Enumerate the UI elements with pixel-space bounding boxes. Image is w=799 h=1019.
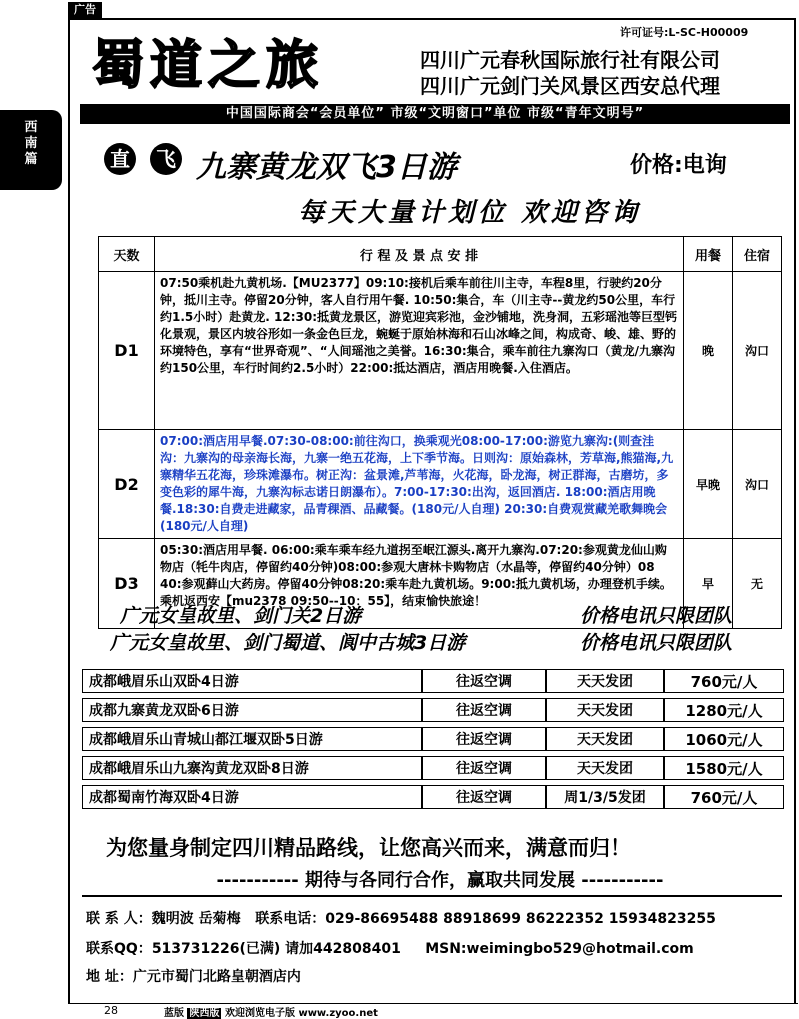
extra-tour-1: 广元女皇故里、剑门关2日游: [120, 605, 362, 627]
table-row: [82, 669, 784, 693]
tour-transport: 往返空调: [422, 756, 546, 780]
qq-value: 513731226(已满) 请加442808401: [151, 941, 401, 957]
tour-price: 1060元/人: [664, 727, 784, 751]
header-day: 天数: [99, 237, 155, 272]
route-cell: 05:30:酒店用早餐. 06:00:乘车乘车经九道拐至岷江源头.离开九寨沟.07:20:参观黄龙仙山购物店（牦牛肉店，停留约40分钟)08:00:参观大唐林卡购物店（水晶等，停留约40分钟）08 40:参观藓山大药房。停留40分钟08:20:乘车赴九黄机场。9:00:抵九黄机场，办理登机手续。乘机返西安【mu2378 09:50--10：55】，结束愉快旅途！: [155, 539, 684, 629]
tour-schedule: 天天发团: [546, 727, 664, 751]
contact-persons: 魏明波 岳菊梅: [151, 911, 241, 927]
itinerary-table: [98, 236, 782, 629]
tour-transport: 往返空调: [422, 727, 546, 751]
tour-name: 成都峨眉乐山青城山都江堰双卧5日游: [82, 727, 422, 751]
extra-tour-1-price: 价格电讯只限团队: [580, 605, 733, 627]
stay-cell: 沟口: [733, 430, 782, 539]
ad-tag: 广告: [68, 2, 102, 18]
day-cell: D3: [99, 539, 155, 629]
table-row: [82, 756, 784, 780]
contact-phone-label: 联系电话：: [255, 911, 326, 927]
table-row: [82, 727, 784, 751]
table-row: [99, 430, 782, 539]
contact-person-label: 联 系 人：: [86, 911, 152, 927]
footer-section: 陕西版: [189, 1008, 220, 1019]
table-row: [82, 785, 784, 809]
tour-name: 成都峨眉乐山双卧4日游: [82, 669, 422, 693]
address-line: [86, 966, 301, 986]
promo-title: 九寨黄龙双飞3日游: [196, 150, 457, 185]
tour-price: 760元/人: [664, 785, 784, 809]
tagline: 为您量身制定四川精品路线，让您高兴而来，满意而归！: [106, 836, 631, 860]
route-cell: 07:00:酒店用早餐.07:30-08:00:前往沟口，换乘观光08:00-17:00:游览九寨沟:(则查洼沟：九寨沟的母亲海长海，九寨一绝五花海，上下季节海。日则沟：原始森林，芳草海,熊猫海,九寨精华五花海，珍珠滩瀑布。树正沟：盆景滩,芦苇海，火花海，卧龙海，树正群海，古磨坊，多变色彩的犀牛海，九寨沟标志诺日朗瀑布）。7:00-17:30:出沟，返回酒店. 18:00:酒店用晚餐.18:30:自费走进藏家，品青稞酒、品藏餐。(180元/人自理) 20:30:自费观赏藏羌歌舞晚会(180元/人自理): [155, 430, 684, 539]
msn-label: MSN:: [425, 941, 467, 957]
address-value: 广元市蜀门北路皇朝酒店内: [132, 969, 301, 985]
direct-badge: 直: [104, 143, 136, 175]
tour-schedule: 天天发团: [546, 756, 664, 780]
side-tab-char: 南: [24, 136, 38, 151]
contact-line: [86, 908, 716, 928]
contact-phones: 029-86695488 88918699 86222352 15934823255: [325, 911, 716, 927]
tour-schedule: 周1/3/5发团: [546, 785, 664, 809]
promo-price: 价格:电询: [630, 153, 727, 178]
side-tab-char: 篇: [24, 152, 38, 167]
footer-edition: 蓝版: [164, 1008, 184, 1019]
tour-schedule: 天天发团: [546, 669, 664, 693]
table-row: [99, 272, 782, 430]
tour-name: 成都九寨黄龙双卧6日游: [82, 698, 422, 722]
tour-name: 成都蜀南竹海双卧4日游: [82, 785, 422, 809]
footer-site: 欢迎浏览电子版 www.zyoo.net: [224, 1008, 378, 1019]
divider: [82, 895, 782, 897]
tour-price: 760元/人: [664, 669, 784, 693]
header-stay: 住宿: [733, 237, 782, 272]
tour-price: 1580元/人: [664, 756, 784, 780]
side-tab: [0, 110, 62, 190]
header-route: 行 程 及 景 点 安 排: [155, 237, 684, 272]
tour-price-table: [82, 664, 784, 814]
fly-badge: 飞: [150, 143, 182, 175]
qq-label: 联系QQ：: [86, 941, 152, 957]
cooperation-line: ----------- 期待与各同行合作，赢取共同发展 -----------: [216, 870, 664, 891]
tour-transport: 往返空调: [422, 785, 546, 809]
honors-banner: 中国国际商会“会员单位” 市级“文明窗口”单位 市级“青年文明号”: [80, 104, 790, 124]
tour-transport: 往返空调: [422, 669, 546, 693]
extra-tour-2: 广元女皇故里、剑门蜀道、阆中古城3日游: [110, 632, 466, 654]
msn-value: weimingbo529@hotmail.com: [466, 941, 694, 957]
tour-price: 1280元/人: [664, 698, 784, 722]
meal-cell: 晚: [684, 272, 733, 430]
side-tab-char: 西: [24, 120, 38, 135]
day-cell: D2: [99, 430, 155, 539]
header-meal: 用餐: [684, 237, 733, 272]
route-cell: 07:50乘机赴九黄机场.【MU2377】09:10:接机后乘车前往川主寺，车程8里，行驶约20分钟，抵川主寺。停留20分钟，客人自行用午餐. 10:50:集合，车（川主寺--黄龙约50公里，车行约1.5小时）赴黄龙. 12:30:抵黄龙景区，游览迎宾彩池，金沙铺地，洗身洞，五彩瑶池等巨型钙化景观，景区内坡谷形如一条金色巨龙，蜿蜒于原始林海和石山冰峰之间，构成奇、峻、雄、野的环境特色，享有“世界奇观”、“人间瑶池之美誉。16:30:集合，乘车前往九寨沟口（黄龙/九寨沟约150公里，车行时间约2.5小时）22:00:抵达酒店，酒店用晚餐.入住酒店。: [155, 272, 684, 430]
tour-name: 成都峨眉乐山九寨沟黄龙双卧8日游: [82, 756, 422, 780]
table-row: [82, 698, 784, 722]
logo-text: 蜀道之旅: [92, 35, 325, 96]
page-number: 28: [104, 1004, 118, 1017]
itinerary-header-row: [99, 237, 782, 272]
promo-slogan: 每天大量计划位 欢迎咨询: [298, 198, 642, 228]
extra-tour-2-price: 价格电讯只限团队: [580, 632, 733, 654]
meal-cell: 早晚: [684, 430, 733, 539]
company-name: 四川广元春秋国际旅行社有限公司: [420, 48, 720, 72]
license-number: 许可证号:L-SC-H00009: [620, 26, 749, 39]
qq-line: [86, 938, 694, 958]
meal-cell: 早: [684, 539, 733, 629]
company-subtitle: 四川广元剑门关风景区西安总代理: [420, 74, 720, 98]
day-cell: D1: [99, 272, 155, 430]
stay-cell: 无: [733, 539, 782, 629]
tour-schedule: 天天发团: [546, 698, 664, 722]
stay-cell: 沟口: [733, 272, 782, 430]
address-label: 地 址：: [86, 969, 133, 985]
tour-transport: 往返空调: [422, 698, 546, 722]
